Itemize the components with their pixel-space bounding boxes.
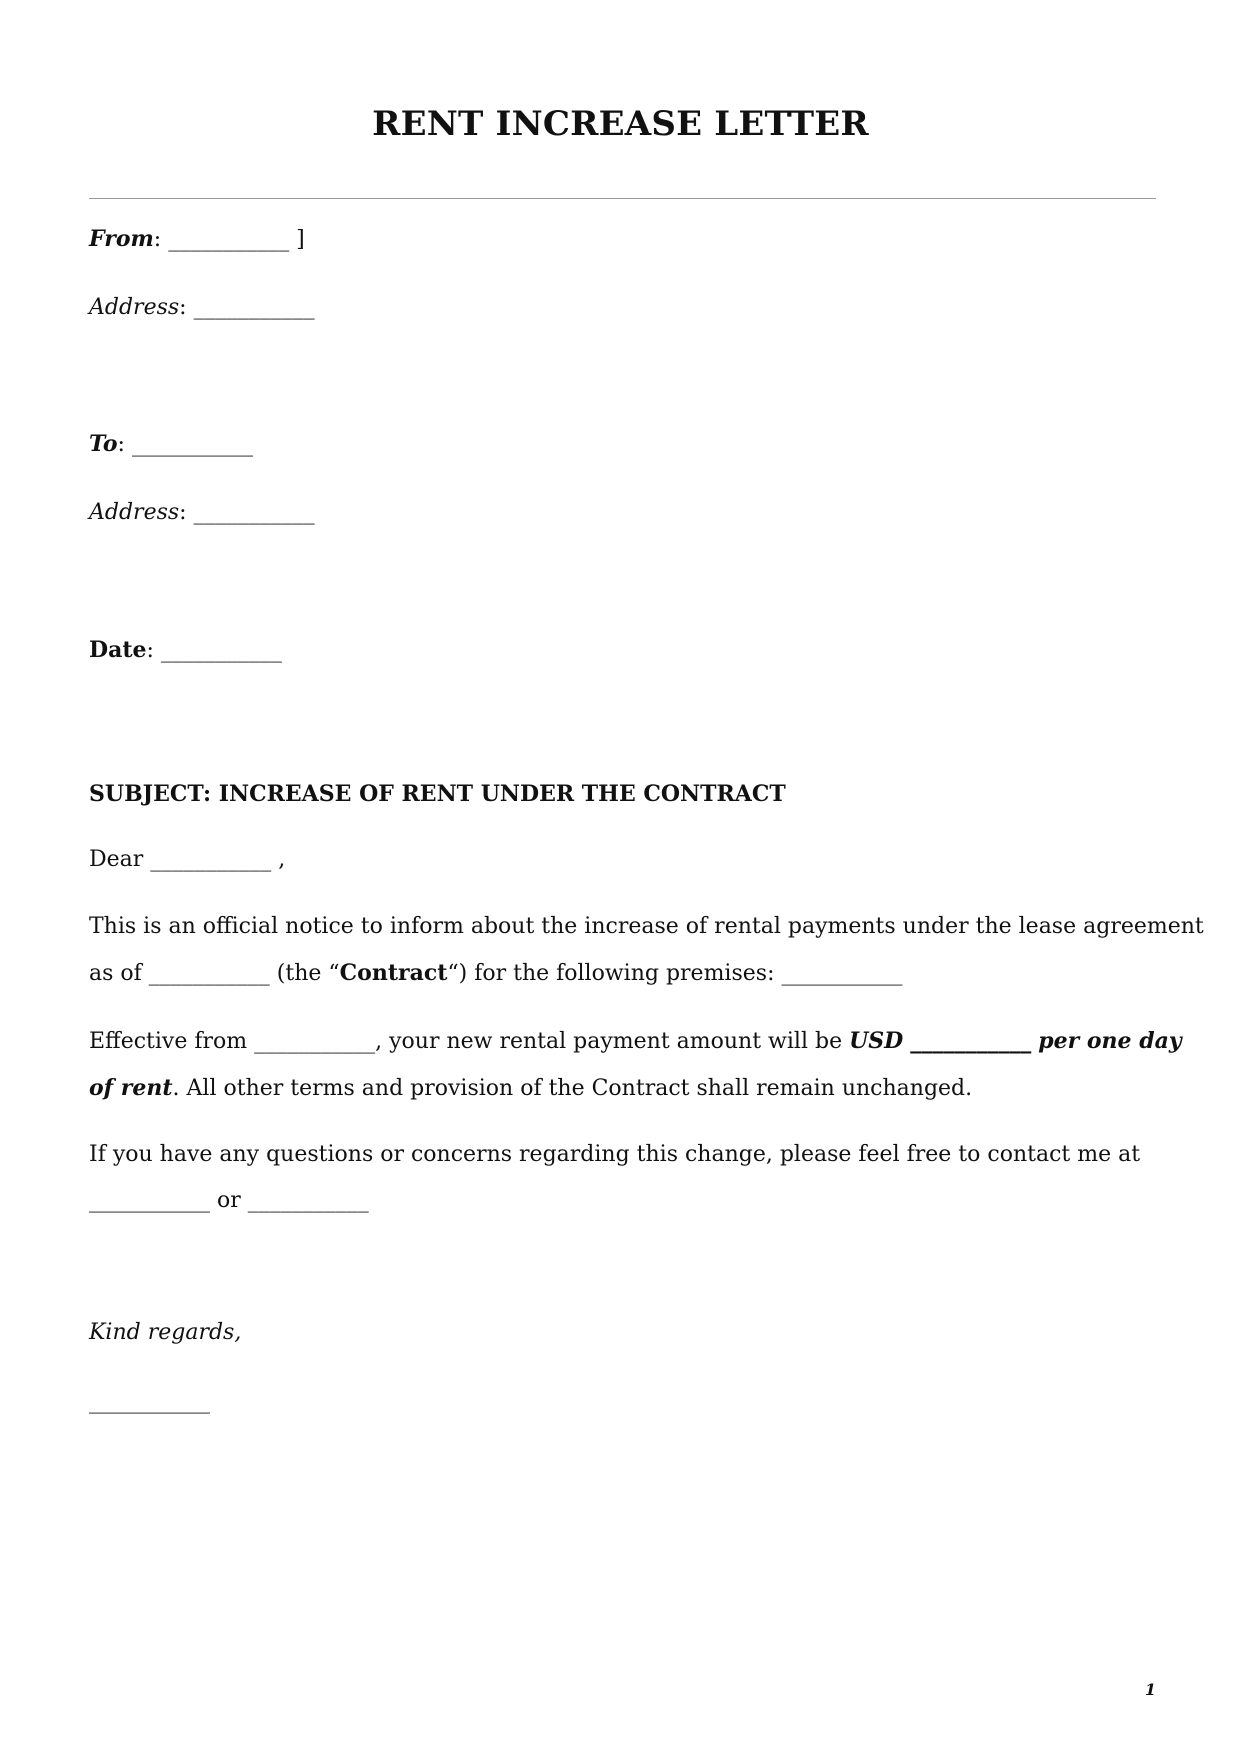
document-title: RENT INCREASE LETTER [372,104,869,144]
salutation-blank: ___________ [150,847,272,872]
salutation-prefix: Dear [89,847,151,872]
notice-as-of: as of [89,961,149,986]
amount-blank: ___________ [910,1028,1032,1054]
notice-premises: “) for the following premises: [447,961,782,986]
effective-paragraph [89,1018,1182,1112]
to-address-label: Address [89,500,180,525]
salutation-suffix: , [271,847,286,872]
date-label: Date [89,637,147,663]
effective-from-text: Effective from [89,1029,255,1054]
subject-line: SUBJECT: INCREASE OF RENT UNDER THE CONTRACT [89,781,786,807]
from-bracket: ] [289,227,305,252]
contact-line-2 [89,1178,1169,1224]
effective-date-blank: ___________ [254,1029,376,1054]
contact-blank-2: ___________ [247,1188,369,1213]
closing-line: Kind regards, [89,1320,242,1345]
contact-line-1: If you have any questions or concerns regarding this change, please feel free to contact me at [89,1142,1141,1167]
currency-label: USD [849,1028,904,1054]
contact-or: or [210,1188,248,1213]
new-amount-text: , your new rental payment amount will be [375,1029,850,1054]
contact-blank-1: ___________ [89,1188,210,1213]
rate-period-b: of rent [89,1075,173,1101]
notice-line-1: This is an official notice to inform about the increase of rental payments under the lease agreement [89,914,1204,939]
from-address-label: Address [89,295,180,320]
signature-blank: ___________ [89,1389,210,1414]
to-line: To: ___________ [89,431,253,457]
to-address-blank: ___________ [193,500,315,525]
from-blank: ___________ [168,227,290,252]
notice-line-2 [89,950,1169,997]
from-address-blank: ___________ [193,295,315,320]
to-label: To [89,431,118,457]
title-divider [89,198,1156,199]
effective-line-2 [89,1065,1169,1112]
to-blank: ___________ [131,432,253,457]
unchanged-terms-text: . All other terms and provision of the Contract shall remain unchanged. [172,1076,973,1101]
effective-line-1 [89,1018,1182,1065]
rate-period-a: per one day [1038,1028,1182,1054]
from-label: From [89,226,154,252]
notice-paragraph [89,904,1204,997]
date-line: Date: ___________ [89,637,282,663]
salutation-line [89,849,285,871]
notice-the-open: (the “ [269,961,340,986]
from-address-line: Address: ___________ [89,295,315,320]
premises-blank: ___________ [781,961,903,986]
contract-term: Contract [339,960,448,986]
date-blank: ___________ [160,638,282,663]
to-address-line: Address: ___________ [89,500,315,525]
agreement-date-blank: ___________ [148,961,270,986]
contact-paragraph [89,1132,1169,1224]
from-line: From: ___________ ] [89,226,305,252]
page-number: 1 [1144,1680,1156,1699]
